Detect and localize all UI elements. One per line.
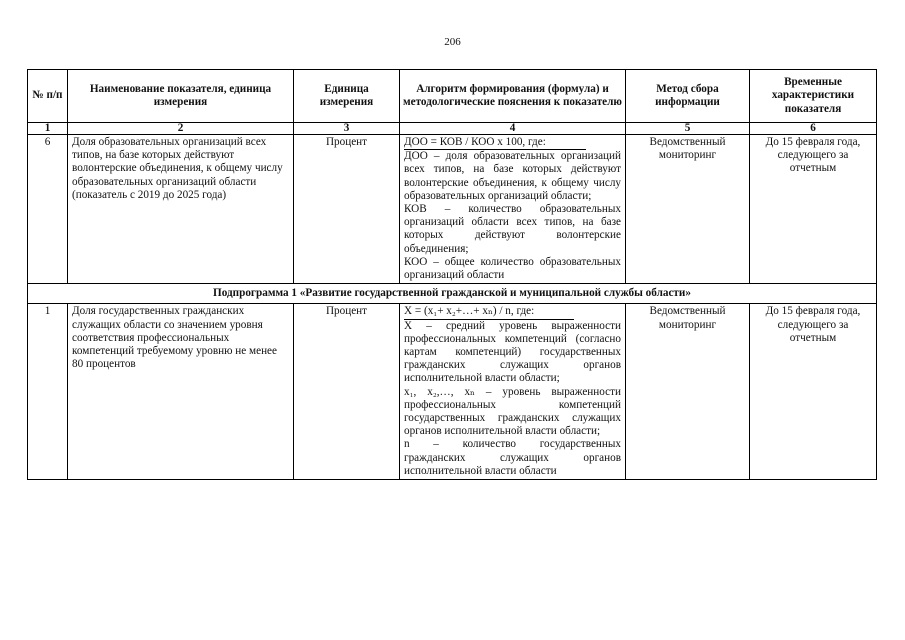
indicator-unit: Процент <box>294 135 400 284</box>
row-number: 1 <box>28 304 68 480</box>
subprogram-title: Подпрограмма 1 «Развитие государственной гражданской и муниципальной службы области» <box>28 284 877 304</box>
indicator-name: Доля образовательных организаций всех типов, на базе которых действуют волонтерские объединения, к общему числу образовательных организаций области (показатель с 2019 до 2025 года) <box>68 135 294 284</box>
page-number: 206 <box>444 36 461 48</box>
indicator-time: До 15 февраля года, следующего за отчетным <box>750 304 877 480</box>
subprogram-row <box>28 284 877 304</box>
indicator-method: Ведомственный мониторинг <box>626 304 750 480</box>
indicator-algorithm <box>400 304 626 480</box>
header-number: № п/п <box>28 70 68 123</box>
row-number: 6 <box>28 135 68 284</box>
algorithm-explanation: КОВ – количество образовательных организаций области всех типов, на базе которых действуют волонтерские объединения; <box>404 203 621 255</box>
indicator-method: Ведомственный мониторинг <box>626 135 750 284</box>
table-row <box>28 135 877 284</box>
indicators-table <box>27 69 877 480</box>
column-number: 2 <box>68 123 294 135</box>
algorithm-explanation: x₁, x₂,…, xₙ – уровень выраженности профессиональных компетенций государственных гражданских служащих органов исполнительной власти области; <box>404 385 621 438</box>
column-number: 5 <box>626 123 750 135</box>
indicator-unit: Процент <box>294 304 400 480</box>
algorithm-formula: ДОО = КОВ / КОО х 100, где: <box>404 136 586 150</box>
header-method: Метод сбора информации <box>626 70 750 123</box>
column-number: 1 <box>28 123 68 135</box>
column-numbers-row <box>28 123 877 135</box>
header-algorithm: Алгоритм формирования (формула) и методологические пояснения к показателю <box>400 70 626 123</box>
column-number: 3 <box>294 123 400 135</box>
column-number: 4 <box>400 123 626 135</box>
column-number: 6 <box>750 123 877 135</box>
algorithm-explanation: X – средний уровень выраженности профессиональных компетенций (согласно картам компетенций) государственных гражданских служащих органов исполнительной власти области; <box>404 319 621 385</box>
indicator-name: Доля государственных гражданских служащих области со значением уровня соответствия профессиональных компетенций требуемому уровню не менее 80 процентов <box>68 304 294 480</box>
algorithm-explanation: КОО – общее количество образовательных организаций области <box>404 255 621 282</box>
table-row <box>28 304 877 480</box>
indicator-time: До 15 февраля года, следующего за отчетным <box>750 135 877 284</box>
algorithm-explanation: ДОО – доля образовательных организаций всех типов, на базе которых действуют волонтерские объединения, к общему числу образовательных организаций области; <box>404 150 621 202</box>
header-unit: Единица измерения <box>294 70 400 123</box>
indicator-algorithm <box>400 135 626 284</box>
algorithm-explanation: n – количество государственных гражданских служащих органов исполнительной власти области <box>404 438 621 477</box>
header-row <box>28 70 877 123</box>
header-name: Наименование показателя, единица измерения <box>68 70 294 123</box>
algorithm-formula: X = (x₁+ x₂+…+ xₙ) / n, где: <box>404 305 574 319</box>
header-time: Временные характеристики показателя <box>750 70 877 123</box>
